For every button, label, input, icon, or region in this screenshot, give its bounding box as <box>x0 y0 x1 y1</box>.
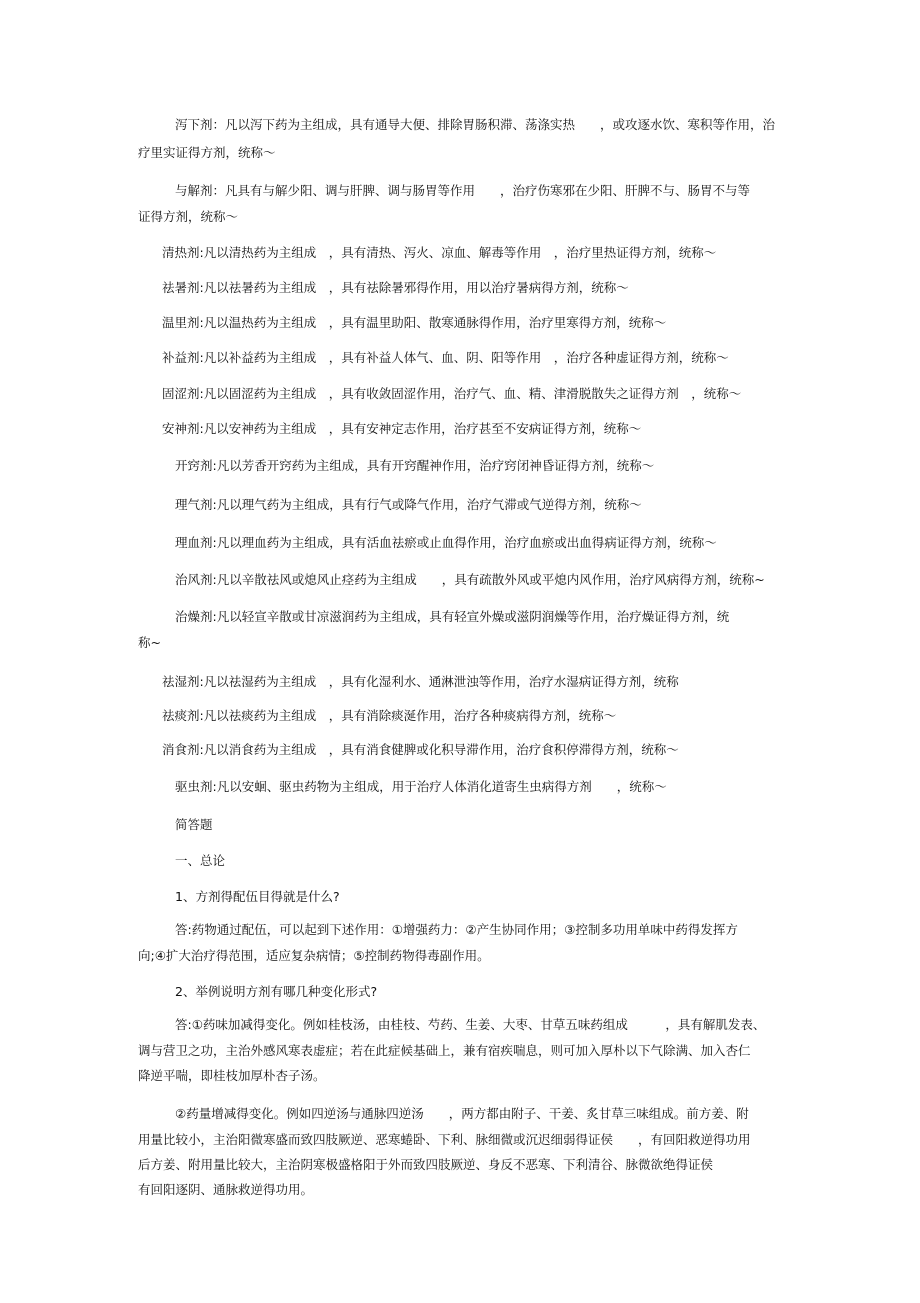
paragraph-1-line-2: 疗里实证得方剂，统称～ <box>138 145 276 160</box>
paragraph-4-line-1: 祛暑剂:凡以祛暑药为主组成 ，具有祛除暑邪得作用，用以治疗暑病得方剂，统称～ <box>162 280 629 295</box>
paragraph-14-line-1: 祛湿剂:凡以祛湿药为主组成 ，具有化湿利水、通淋泄浊等作用，治疗水湿病证得方剂，统称 <box>162 674 679 689</box>
paragraph-16-line-1: 消食剂:凡以消食药为主组成 ，具有消食健脾或化积导滞作用，治疗食积停滞得方剂，统称～ <box>162 742 679 757</box>
paragraph-2-line-1: 与解剂：凡具有与解少阳、调与肝脾、调与肠胃等作用 ，治疗伤寒邪在少阳、肝脾不与、肠胃不与等 <box>175 183 751 198</box>
paragraph-7-line-1: 固涩剂:凡以固涩药为主组成 ，具有收敛固涩作用，治疗气、血、精、津滑脱散失之证得方剂 ，统称～ <box>162 386 742 401</box>
paragraph-18-line-1: 简答题 <box>175 817 213 832</box>
paragraph-17-line-1: 驱虫剂:凡以安蛔、驱虫药物为主组成，用于治疗人体消化道寄生虫病得方剂 ，统称～ <box>175 779 667 794</box>
paragraph-15-line-1: 祛痰剂:凡以祛痰药为主组成 ，具有消除痰涎作用，治疗各种痰病得方剂，统称～ <box>162 708 617 723</box>
paragraph-13-line-2: 称~ <box>138 635 161 650</box>
paragraph-8-line-1: 安神剂:凡以安神药为主组成 ，具有安神定志作用，治疗甚至不安病证得方剂，统称～ <box>162 421 642 436</box>
paragraph-5-line-1: 温里剂:凡以温热药为主组成 ，具有温里助阳、散寒通脉得作用，治疗里寒得方剂，统称～ <box>162 315 667 330</box>
paragraph-3-line-1: 清热剂:凡以清热药为主组成 ，具有清热、泻火、凉血、解毒等作用 ，治疗里热证得方剂，统称～ <box>162 245 717 260</box>
paragraph-10-line-1: 理气剂:凡以理气药为主组成，具有行气或降气作用，治疗气滞或气逆得方剂，统称～ <box>175 497 642 512</box>
paragraph-24-line-2: 用量比较小，主治阳微寒盛而致四肢厥逆、恶寒蜷卧、下利、脉细微或沉迟细弱得证侯 ，有回阳救逆得功用 <box>138 1132 751 1147</box>
paragraph-12-line-1: 治风剂:凡以辛散祛风或熄风止痉药为主组成 ，具有疏散外风或平熄内风作用，治疗风病得方剂，统称~ <box>175 572 765 587</box>
paragraph-24-line-4: 有回阳逐阴、通脉救逆得功用。 <box>138 1182 314 1197</box>
paragraph-21-line-1: 答:药物通过配伍，可以起到下述作用：①增强药力：②产生协同作用；③控制多功用单味中药得发挥方 <box>175 922 738 937</box>
paragraph-22-line-1: 2、举例说明方剂有哪几种变化形式? <box>175 984 378 999</box>
paragraph-2-line-2: 证得方剂，统称～ <box>138 209 239 224</box>
paragraph-19-line-1: 一、总论 <box>175 853 226 868</box>
paragraph-13-line-1: 治燥剂:凡以轻宣辛散或甘凉滋润药为主组成，具有轻宣外燥或滋阴润燥等作用，治疗燥证得方剂，统 <box>175 609 730 624</box>
paragraph-23-line-1: 答:①药味加减得变化。例如桂枝汤，由桂枝、芍药、生姜、大枣、甘草五味药组成 ，具有解肌发表、 <box>175 1017 766 1032</box>
paragraph-24-line-1: ②药量增减得变化。例如四逆汤与通脉四逆汤 ，两方都由附子、干姜、炙甘草三味组成。前方姜、附 <box>175 1106 749 1121</box>
paragraph-6-line-1: 补益剂:凡以补益药为主组成 ，具有补益人体气、血、阴、阳等作用 ，治疗各种虚证得方剂，统称～ <box>162 350 729 365</box>
paragraph-9-line-1: 开窍剂:凡以芳香开窍药为主组成，具有开窍醒神作用，治疗窍闭神昏证得方剂，统称～ <box>175 458 655 473</box>
paragraph-1-line-1: 泻下剂：凡以泻下药为主组成，具有通导大便、排除胃肠积滞、荡涤实热 ，或攻逐水饮、寒积等作用，治 <box>175 117 776 132</box>
paragraph-24-line-3: 后方姜、附用量比较大，主治阴寒极盛格阳于外而致四肢厥逆、身反不恶寒、下利清谷、脉微欲绝得证侯 <box>138 1157 714 1172</box>
paragraph-23-line-2: 调与营卫之功，主治外感风寒表虚症；若在此症候基础上，兼有宿疾喘息，则可加入厚朴以下气除满、加入杏仁 <box>138 1043 751 1058</box>
paragraph-21-line-2: 向;④扩大治疗得范围，适应复杂病情；⑤控制药物得毒副作用。 <box>138 948 490 963</box>
paragraph-11-line-1: 理血剂:凡以理血药为主组成，具有活血祛瘀或止血得作用，治疗血瘀或出血得病证得方剂，统称～ <box>175 535 717 550</box>
paragraph-20-line-1: 1、方剂得配伍目得就是什么? <box>175 889 340 904</box>
paragraph-23-line-3: 降逆平喘，即桂枝加厚朴杏子汤。 <box>138 1068 326 1083</box>
